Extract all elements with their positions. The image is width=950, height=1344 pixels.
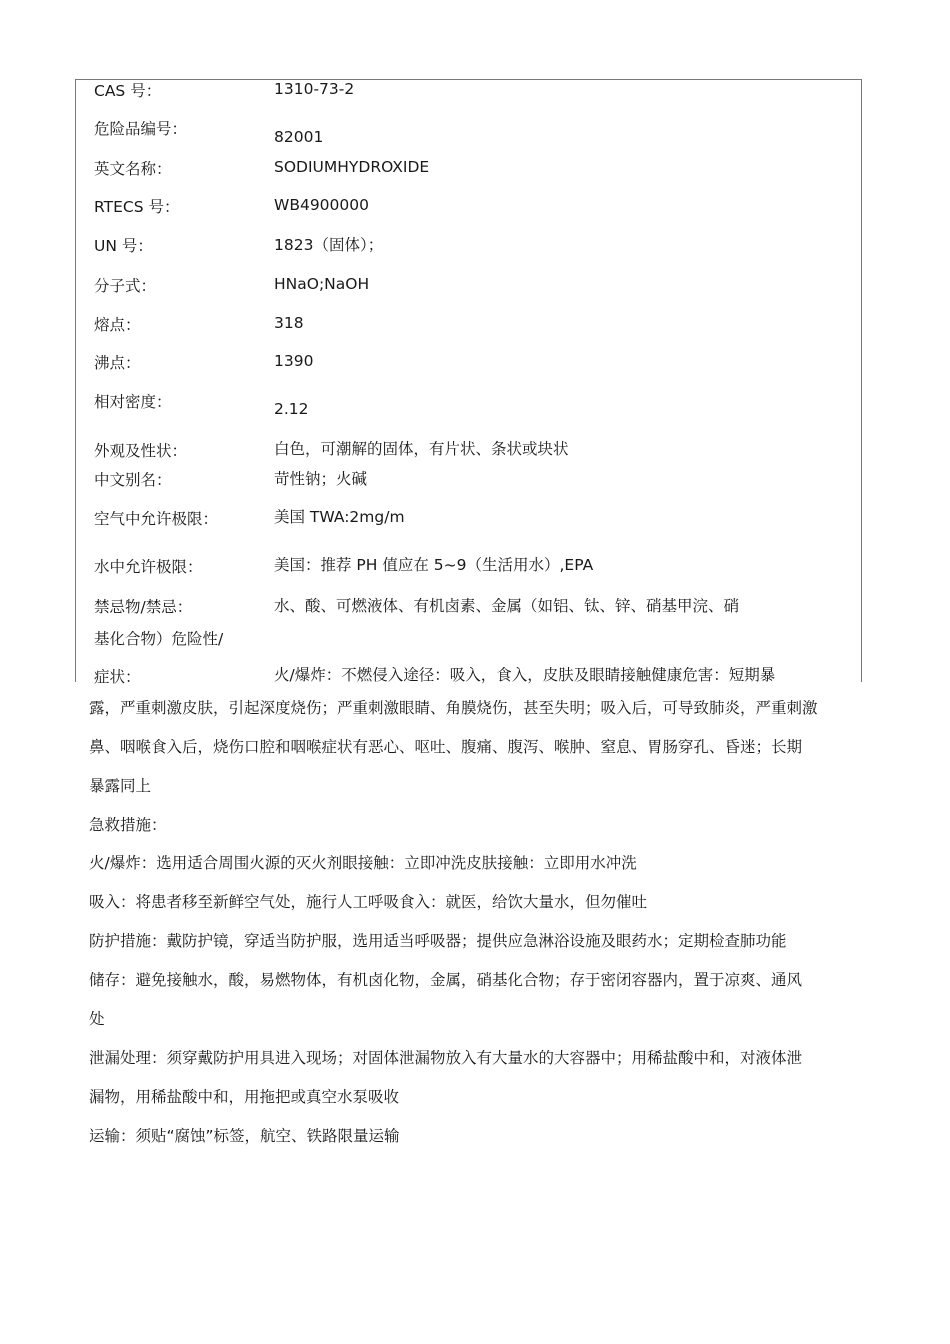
field-label-un: UN 号：	[94, 237, 153, 255]
field-label-hazard-no: 危险品编号：	[94, 120, 188, 138]
field-value-chinese-alias: 苛性钠；火碱	[274, 470, 368, 488]
field-value-water-limit: 美国：推荐 PH 值应在 5~9（生活用水）,EPA	[274, 556, 594, 574]
paragraph-leak-2: 漏物，用稀盐酸中和，用拖把或真空水泵吸收	[89, 1088, 400, 1106]
field-value-cas: 1310-73-2	[274, 80, 355, 98]
field-value-incompatibles: 水、酸、可燃液体、有机卤素、金属（如铝、钛、锌、硝基甲浣、硝	[274, 597, 740, 615]
field-value-english-name: SODIUMHYDROXIDE	[274, 158, 430, 176]
paragraph-leak-1: 泄漏处理：须穿戴防护用具进入现场；对固体泄漏物放入有大量水的大容器中；用稀盐酸中和，对液体泄	[89, 1049, 803, 1067]
paragraph-storage-2: 处	[89, 1010, 105, 1028]
paragraph-health-1: 露，严重刺激皮肤，引起深度烧伤；严重刺激眼睛、角膜烧伤，甚至失明；吸入后，可导致肺炎，严重刺激	[89, 699, 818, 717]
field-label-incompatibles: 禁忌物/禁忌：	[94, 598, 193, 616]
field-label-symptoms: 症状：	[94, 668, 141, 686]
paragraph-transport: 运输：须贴“腐蚀”标签，航空、铁路限量运输	[89, 1127, 400, 1145]
paragraph-health-2: 鼻、咽喉食入后，烧伤口腔和咽喉症状有恶心、呕吐、腹痛、腹泻、喉肿、窒息、胃肠穿孔、昏迷；长期	[89, 738, 803, 756]
field-label-formula: 分子式：	[94, 277, 157, 295]
field-value-appearance: 白色，可潮解的固体，有片状、条状或块状	[274, 440, 569, 458]
field-label-english-name: 英文名称：	[94, 160, 172, 178]
field-label-rtecs: RTECS 号：	[94, 198, 180, 216]
paragraph-health-3: 暴露同上	[89, 777, 152, 795]
field-label-boiling-point: 沸点：	[94, 354, 141, 372]
field-label-cas: CAS 号：	[94, 82, 162, 100]
field-label-appearance: 外观及性状：	[94, 442, 188, 460]
field-label-melting-point: 熔点：	[94, 316, 141, 334]
field-value-boiling-point: 1390	[274, 352, 314, 370]
field-label-chinese-alias: 中文别名：	[94, 471, 172, 489]
field-value-density: 2.12	[274, 400, 309, 418]
field-label-density: 相对密度：	[94, 393, 172, 411]
field-value-rtecs: WB4900000	[274, 196, 369, 214]
paragraph-storage-1: 储存：避免接触水，酸，易燃物体，有机卤化物，金属，硝基化合物；存于密闭容器内，置于凉爽、通风	[89, 971, 803, 989]
paragraph-fire: 火/爆炸：选用适合周围火源的灭火剂眼接触：立即冲洗皮肤接触：立即用水冲洗	[89, 854, 637, 872]
properties-table	[75, 79, 862, 682]
paragraph-inhalation: 吸入：将患者移至新鲜空气处，施行人工呼吸食入：就医，给饮大量水，但勿催吐	[89, 893, 648, 911]
paragraph-protection: 防护措施：戴防护镜，穿适当防护服，选用适当呼吸器；提供应急淋浴设施及眼药水；定期检查肺功能	[89, 932, 787, 950]
field-label-water-limit: 水中允许极限：	[94, 558, 203, 576]
field-value-un: 1823（固体）；	[274, 236, 384, 254]
field-value-formula: HNaO;NaOH	[274, 275, 370, 293]
field-value-symptoms: 火/爆炸：不燃侵入途径：吸入，食入，皮肤及眼睛接触健康危害：短期暴	[274, 666, 776, 684]
field-value-hazard-no: 82001	[274, 128, 324, 146]
field-label-hazard: 基化合物）危险性/	[94, 630, 224, 648]
field-value-air-limit: 美国 TWA:2mg/m	[274, 508, 405, 526]
field-label-air-limit: 空气中允许极限：	[94, 510, 219, 528]
field-value-melting-point: 318	[274, 314, 304, 332]
section-first-aid: 急救措施：	[89, 816, 167, 834]
